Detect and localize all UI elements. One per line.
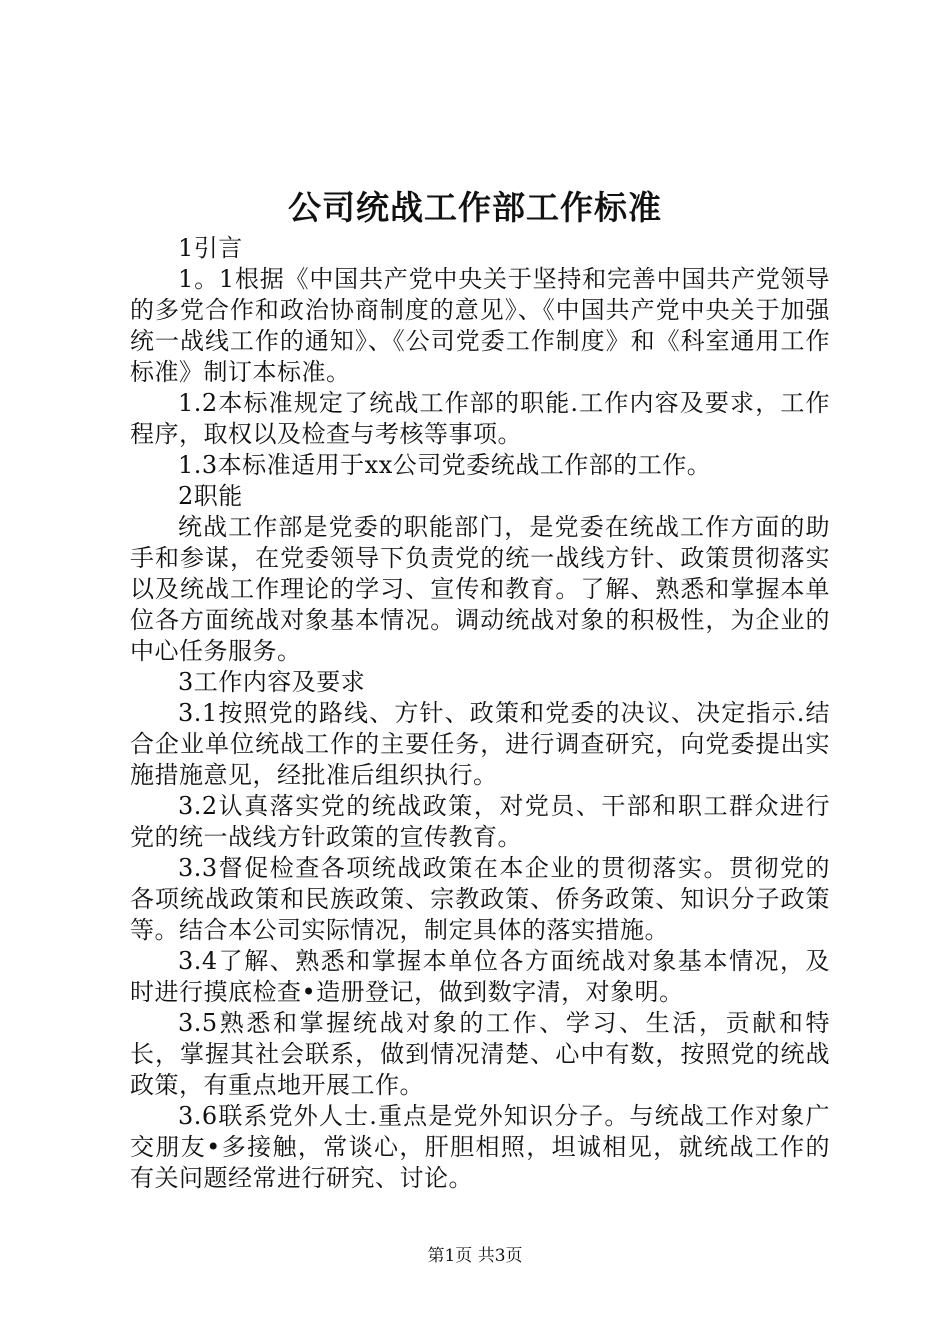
paragraph-3-5: 3.5熟悉和掌握统战对象的工作、学习、生活，贡献和特长，掌握其社会联系，做到情况清楚、心中有数，按照党的统战政策，有重点地开展工作。 <box>130 1009 830 1099</box>
paragraph-3-3: 3.3督促检查各项统战政策在本企业的贯彻落实。贯彻党的各项统战政策和民族政策、宗教政策、侨务政策、知识分子政策等。结合本公司实际情况，制定具体的落实措施。 <box>130 854 830 944</box>
section-heading-functions: 2职能 <box>178 482 243 510</box>
document-body <box>130 233 830 1194</box>
paragraph-functions: 统战工作部是党委的职能部门，是党委在统战工作方面的助手和参谋，在党委领导下负责党的统一战线方针、政策贯彻落实以及统战工作理论的学习、宣传和教育。了解、熟悉和掌握本单位各方面统战对象基本情况。调动统战对象的积极性，为企业的中心任务服务。 <box>130 513 830 665</box>
paragraph-3-6: 3.6联系党外人士.重点是党外知识分子。与统战工作对象广交朋友•多接触，常谈心，肝胆相照，坦诚相见，就统战工作的有关问题经常进行研究、讨论。 <box>130 1102 830 1192</box>
paragraph-1-3: 1.3本标准适用于xx公司党委统战工作部的工作。 <box>178 451 712 479</box>
paragraph-3-1: 3.1按照党的路线、方针、政策和党委的决议、决定指示.结合企业单位统战工作的主要任务，进行调查研究，向党委提出实施措施意见，经批准后组织执行。 <box>130 699 830 789</box>
paragraph-1-1: 1。1根据《中国共产党中央关于坚持和完善中国共产党领导的多党合作和政治协商制度的意见》、《中国共产党中央关于加强统一战线工作的通知》、《公司党委工作制度》和《科室通用工作标准》制订本标准。 <box>130 265 830 386</box>
document-title: 公司统战工作部工作标准 <box>288 188 662 227</box>
paragraph-3-2: 3.2认真落实党的统战政策，对党员、干部和职工群众进行党的统一战线方针政策的宣传教育。 <box>130 792 830 851</box>
section-heading-intro: 1引言 <box>178 234 243 262</box>
paragraph-3-4: 3.4了解、熟悉和掌握本单位各方面统战对象基本情况，及时进行摸底检查•造册登记，做到数字清，对象明。 <box>130 947 830 1006</box>
page-footer: 第1页 共3页 <box>427 1246 523 1266</box>
section-heading-work-content: 3工作内容及要求 <box>178 668 366 696</box>
paragraph-1-2: 1.2本标准规定了统战工作部的职能.工作内容及要求，工作程序，取权以及检查与考核等事项。 <box>130 389 830 448</box>
